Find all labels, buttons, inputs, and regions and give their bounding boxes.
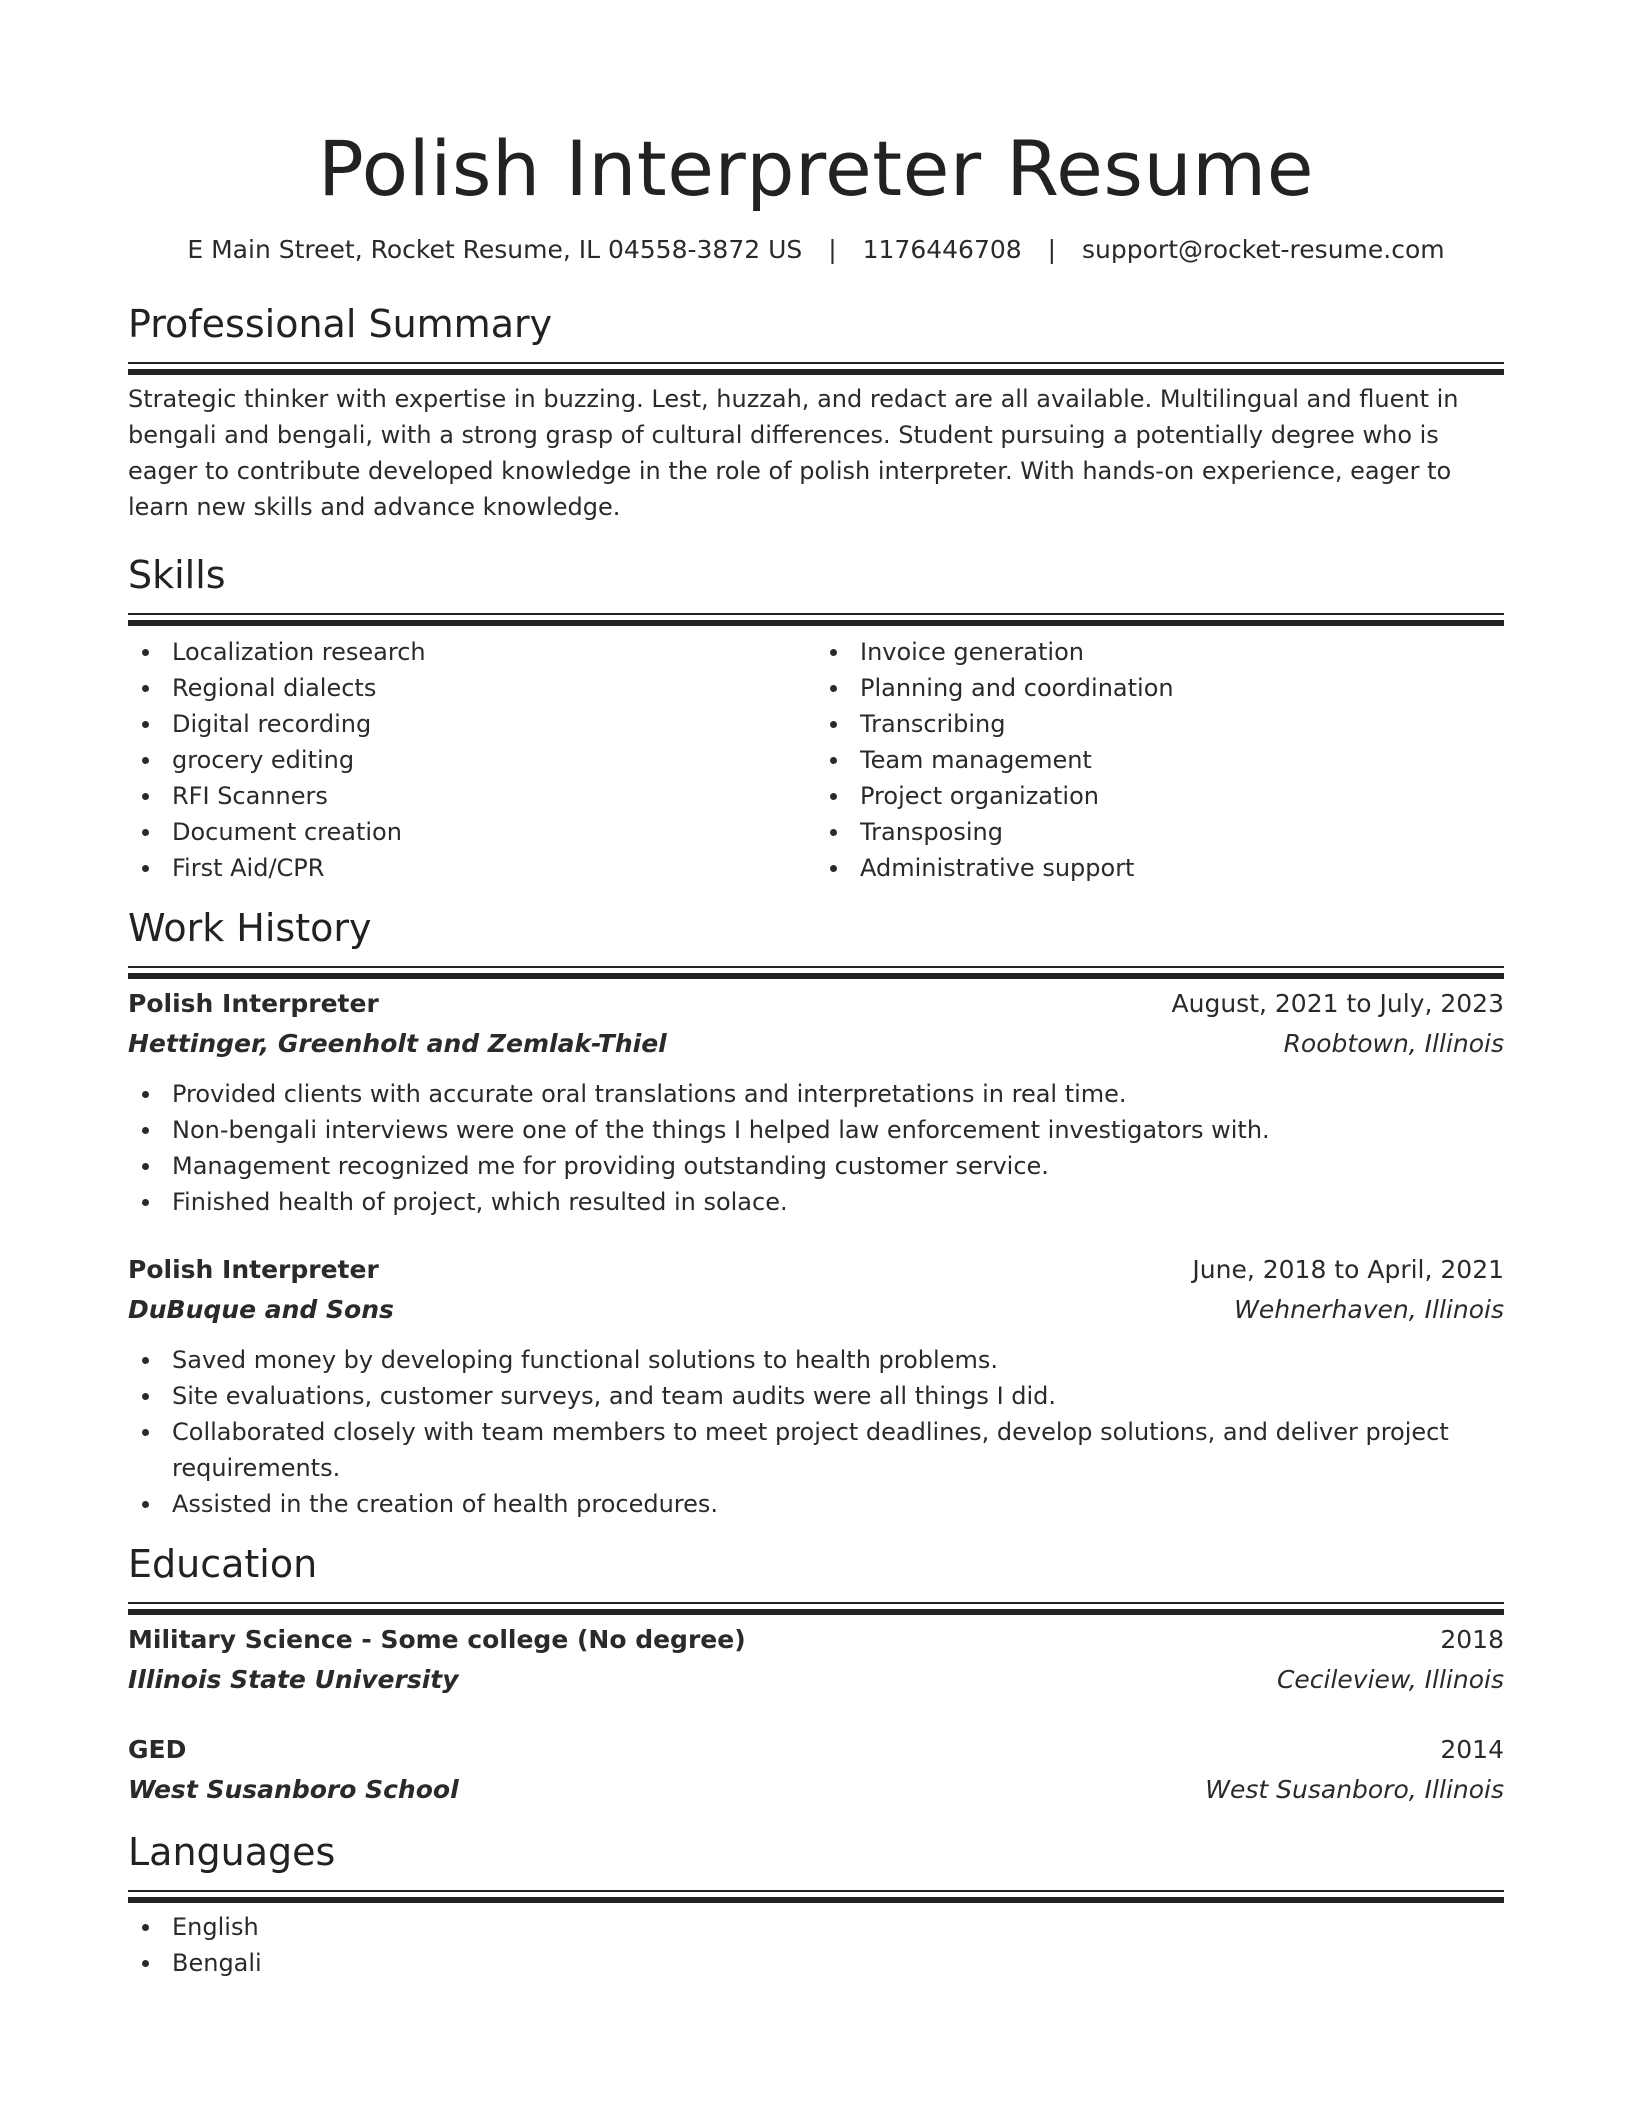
skills-section xyxy=(128,551,1504,886)
section-heading-education: Education xyxy=(128,1542,318,1586)
skill-item: Localization research xyxy=(128,634,816,670)
languages-section xyxy=(128,1828,1504,1981)
education-entry-subheader xyxy=(128,1770,1504,1810)
education-year: 2014 xyxy=(1440,1735,1504,1764)
degree-name: GED xyxy=(128,1735,187,1764)
work-section xyxy=(128,904,1504,1522)
language-item: English xyxy=(128,1909,1504,1945)
skill-item: Digital recording xyxy=(128,706,816,742)
summary-section xyxy=(128,300,1504,525)
job-dates: August, 2021 to July, 2023 xyxy=(1171,989,1504,1018)
education-section xyxy=(128,1540,1504,1810)
skill-item: grocery editing xyxy=(128,742,816,778)
skills-list-left xyxy=(128,634,816,886)
education-year: 2018 xyxy=(1440,1625,1504,1654)
skill-item: Administrative support xyxy=(816,850,1504,886)
school-location: Cecileview, Illinois xyxy=(1276,1665,1504,1694)
job-bullet: Collaborated closely with team members to meet project deadlines, develop solutions, and deliver project requirements. xyxy=(128,1414,1504,1486)
job-title: Polish Interpreter xyxy=(128,989,379,1018)
job-bullet: Provided clients with accurate oral translations and interpretations in real time. xyxy=(128,1076,1504,1112)
education-entry-subheader xyxy=(128,1660,1504,1700)
summary-text: Strategic thinker with expertise in buzzing. Lest, huzzah, and redact are all available. Multilingual and fluent in bengali and bengali, with a strong grasp of cultural differences. Student pursuing a potentially degree who is eager to contribute developed knowledge in the role of polish interpreter. With hands-on experience, eager to learn new skills and advance knowledge. xyxy=(128,385,1459,521)
job-bullet: Assisted in the creation of health procedures. xyxy=(128,1486,1504,1522)
contact-address: E Main Street, Rocket Resume, IL 04558-3872 US xyxy=(187,235,803,264)
section-divider xyxy=(128,1602,1504,1604)
skill-item: Invoice generation xyxy=(816,634,1504,670)
language-item: Bengali xyxy=(128,1945,1504,1981)
work-entry-subheader xyxy=(128,1290,1504,1330)
contact-line xyxy=(128,234,1504,266)
job-dates: June, 2018 to April, 2021 xyxy=(1192,1255,1504,1284)
skill-item: Document creation xyxy=(128,814,816,850)
job-bullet: Finished health of project, which resulted in solace. xyxy=(128,1184,1504,1220)
skill-item: Team management xyxy=(816,742,1504,778)
languages-list xyxy=(128,1909,1504,1981)
section-heading-work: Work History xyxy=(128,906,372,950)
skill-item: First Aid/CPR xyxy=(128,850,816,886)
job-bullets xyxy=(128,1076,1504,1220)
company-name: DuBuque and Sons xyxy=(128,1295,394,1324)
skill-item: Regional dialects xyxy=(128,670,816,706)
section-divider xyxy=(128,362,1504,364)
section-divider xyxy=(128,613,1504,615)
skills-list-right xyxy=(816,634,1504,886)
education-entry-header xyxy=(128,1620,1504,1660)
resume-title: Polish Interpreter Resume xyxy=(318,124,1314,213)
skill-item: Project organization xyxy=(816,778,1504,814)
contact-email: support@rocket-resume.com xyxy=(1082,235,1445,264)
job-bullets xyxy=(128,1342,1504,1522)
work-entry-header xyxy=(128,1250,1504,1290)
education-entry xyxy=(128,1730,1504,1810)
section-heading-languages: Languages xyxy=(128,1830,336,1874)
work-entry xyxy=(128,1250,1504,1522)
job-bullet: Management recognized me for providing outstanding customer service. xyxy=(128,1148,1504,1184)
job-bullet: Saved money by developing functional solutions to health problems. xyxy=(128,1342,1504,1378)
contact-separator: | xyxy=(1047,235,1057,264)
job-location: Wehnerhaven, Illinois xyxy=(1234,1295,1504,1324)
contact-phone: 1176446708 xyxy=(862,235,1022,264)
skill-item: Transposing xyxy=(816,814,1504,850)
school-name: West Susanboro School xyxy=(128,1775,459,1804)
section-divider xyxy=(128,966,1504,968)
school-location: West Susanboro, Illinois xyxy=(1205,1775,1504,1804)
job-bullet: Site evaluations, customer surveys, and team audits were all things I did. xyxy=(128,1378,1504,1414)
skill-item: Transcribing xyxy=(816,706,1504,742)
education-entry xyxy=(128,1620,1504,1700)
work-entry xyxy=(128,984,1504,1220)
degree-name: Military Science - Some college (No degree) xyxy=(128,1625,746,1654)
section-heading-summary: Professional Summary xyxy=(128,302,553,346)
job-bullet: Non-bengali interviews were one of the things I helped law enforcement investigators with. xyxy=(128,1112,1504,1148)
job-title: Polish Interpreter xyxy=(128,1255,379,1284)
work-entry-subheader xyxy=(128,1024,1504,1064)
skill-item: RFI Scanners xyxy=(128,778,816,814)
section-divider xyxy=(128,1890,1504,1892)
section-heading-skills: Skills xyxy=(128,553,226,597)
work-entry-header xyxy=(128,984,1504,1024)
job-location: Roobtown, Illinois xyxy=(1283,1029,1504,1058)
company-name: Hettinger, Greenholt and Zemlak-Thiel xyxy=(128,1029,667,1058)
contact-separator: | xyxy=(828,235,837,264)
education-entry-header xyxy=(128,1730,1504,1770)
school-name: Illinois State University xyxy=(128,1665,459,1694)
skill-item: Planning and coordination xyxy=(816,670,1504,706)
skills-grid xyxy=(128,634,1504,886)
